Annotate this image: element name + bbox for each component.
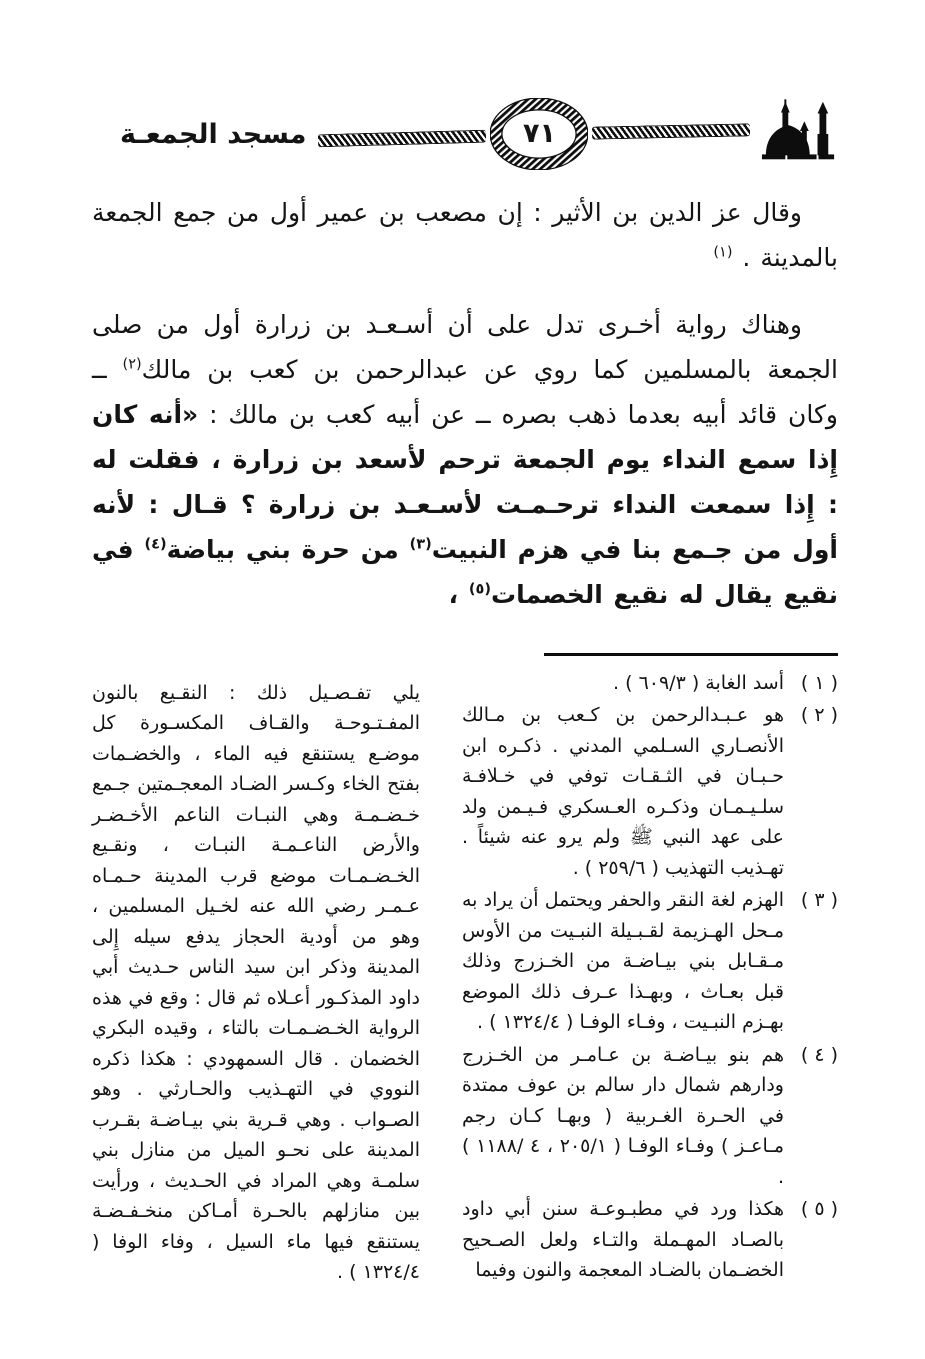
text-segment: وقال عز الدين بن الأثير : إن مصعب بن عمير أول من جمع الجمعة بالمدينة . xyxy=(92,198,838,272)
footnote-3 xyxy=(462,885,838,1038)
paragraph-narration xyxy=(92,302,838,617)
ornament-rope-left-icon xyxy=(318,129,486,147)
footnote-reference: (١) xyxy=(713,244,733,261)
text-segment: «أنه كان إِذا سمع النداء يوم الجمعة ترحم لأسعد بن زرارة ، فقلت له : إِذا سمعت النداء ترحـمـت لأسـعـد بن زرارة ؟ قـال : لأنه أول من جـمع بنا في هزم النبيت xyxy=(92,400,838,564)
section-title: مسجد الجمعـة xyxy=(120,118,307,150)
text-segment: من حرة بني بياضة xyxy=(166,535,410,564)
page-number-ornament xyxy=(490,98,588,170)
footnote-text: هم بنو بيـاضـة بن عـامـر من الخـزرج ودارهم شمال دار سالم بن عوف ممتدة في الحـرة الغـربية ( وبهـا كـان رجم مـاعـز ) وفـاء الوفـا ( ٢٠٥/١ ، ٤ /١١٨٨ ) . xyxy=(462,1043,785,1188)
page-header xyxy=(92,96,838,172)
ornament-rope-right-icon xyxy=(592,123,750,139)
footnote-text: أسد الغابة ( ٦٠٩/٣ ) . xyxy=(613,671,784,694)
footnote-5 xyxy=(462,1194,838,1286)
footnote-marker: ( ٢ ) xyxy=(800,704,838,726)
footnote-marker: ( ٥ ) xyxy=(800,1198,838,1220)
footnote-reference: (٣) xyxy=(409,536,432,553)
footnote-reference: (٥) xyxy=(468,581,491,598)
paragraph-attribution xyxy=(92,190,838,280)
footnotes-column-right xyxy=(462,668,838,1288)
page-number: ٧١ xyxy=(522,117,556,149)
footnote-reference: (٢) xyxy=(122,356,142,373)
footnote-text: هكذا ورد في مطبـوعـة سنن أبي داود بالصـاد المهـملة والتـاء ولعل الصـحيح الخضـمان بالضـاد المعجمة والنون وفيما xyxy=(462,1198,784,1281)
text-segment: ــ وكان قائد أبيه بعدما ذهب بصره ــ عن أبيه كعب بن مالك : xyxy=(92,355,838,429)
text-segment: ، xyxy=(448,580,469,609)
footnotes-column-left-continuation: يلي تفـصـيل ذلك : النقـيع بالنون المفـتـوحـة والقـاف المكسـورة كل موضـع يستنقع فيه الماء ، والخضـمات بفتح الخاء وكـسر الضـاد المعجـمتين جـمع خـضـمـة وهي النبـات الناعم الأخـضـر والأرض الناعـمـة النبـات ، ونقـيع الخـضـمـات موضع قرب المدينة حـمـاه عـمـر رضي الله عنه لخـيل المسلمين ، وهو من أودية الحجاز يدفع سيله إِلى المدينة وذكر ابن سيد الناس حـديث أبي داود المذكـور أعـلاه ثم قال : وقع في هذه الرواية الخـضـمـات بالتاء ، وقيده البكري الخضمان . قال السمهودي : هكذا ذكره النووي في التهـذيب والحـارثي . وهو الصـواب . وهي قـرية بني بيـاضـة بقـرب المدينة على نحـو الميل من منازل بني سلمـة وهي المراد في الحـديث ، ورأيت بين منازلهم بالحـرة أمـاكن منخـفـضـة يستنقع فيها ماء السيل ، وفاء الوفا ( ١٣٢٤/٤ ) . xyxy=(92,681,420,1283)
footnote-2 xyxy=(462,700,838,883)
footnote-divider xyxy=(544,653,838,656)
footnote-4 xyxy=(462,1040,838,1193)
footnote-reference: (٤) xyxy=(144,536,167,553)
text-segment: وهناك رواية أخـرى تدل على أن أسـعـد بن زرارة أول من صلى الجمعة بالمسلمين كما روي عن عبدالرحمن بن كعب بن مالك xyxy=(92,310,838,384)
footnote-marker: ( ١ ) xyxy=(800,671,838,694)
page-body xyxy=(92,190,838,1288)
footnote-marker: ( ٤ ) xyxy=(800,1043,838,1066)
footnote-text: هو عـبـدالرحمن بن كـعب بن مـالك الأنصـاري السـلمي المدني . ذكـره ابن حـبـان في الثـقـات توفي في خـلافـة سلـيـمـان وذكـره العـسكري فـيـمن ولد على عهد النبي ﷺ ولم يرو عنه شيئاً . تهـذيب التهذيب ( ٢٥٩/٦ ) . xyxy=(462,704,784,879)
footnote-1 xyxy=(462,668,838,699)
footnote-text: الهزم لغة النقر والحفر ويحتمل أن يراد به مـحل الهـزيمة لقـبـيلة النبـيت من الأوس مـقـابل بني بيـاضـة من الخـزرج وذلك قبل بعـاث ، وبهـذا عـرف ذلك الموضع بهـزم النبـيت ، وفـاء الوفـا ( ١٣٢٤/٤ ) . xyxy=(462,889,784,1033)
text-segment: في نقيع يقال له نقيع الخصمات xyxy=(92,535,838,609)
footnotes-area xyxy=(92,668,838,1288)
mosque-icon xyxy=(760,98,838,166)
footnote-marker: ( ٣ ) xyxy=(800,889,838,911)
